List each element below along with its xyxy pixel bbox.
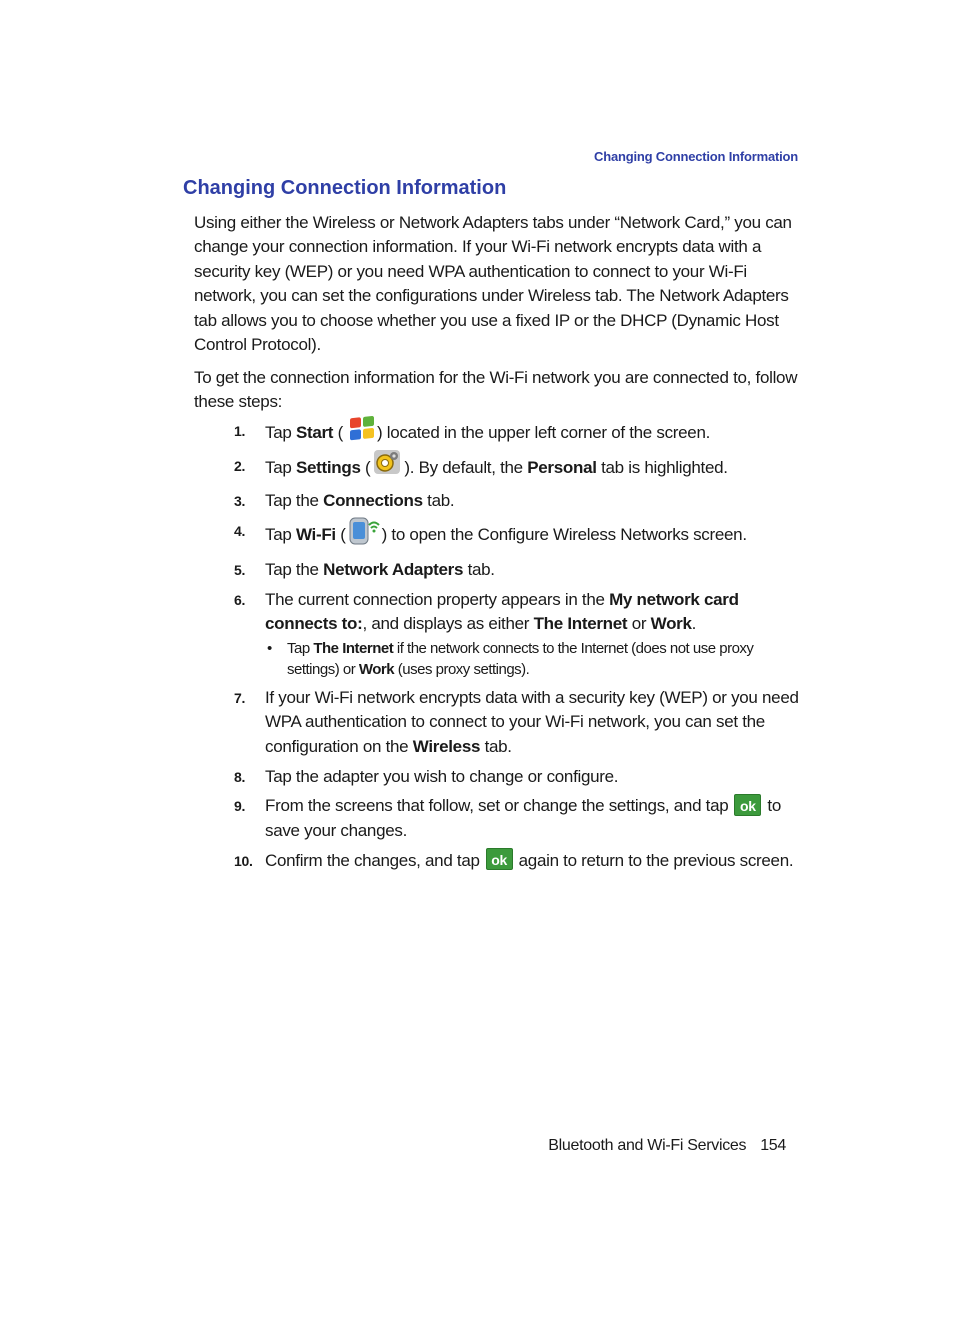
connections-label: Connections <box>323 490 423 510</box>
windows-start-icon <box>344 413 376 448</box>
step-text: Tap the adapter you wish to change or configure. <box>265 766 619 786</box>
intro-paragraph: Using either the Wireless or Network Adapters tabs under “Network Card,” you can change your connection information. If your Wi-Fi network encrypts data with a security key (WEP) or you need WPA authentication to connect to your Wi-Fi network, you can set the configurations under Wireless tab. The Network Adapters tab allows you to choose whether you use a fixed IP or the DHCP (Dynamic Host Control Protocol). <box>194 213 792 355</box>
footer-section-title: Bluetooth and Wi-Fi Services <box>548 1137 747 1154</box>
the-internet-label: The Internet <box>313 640 394 658</box>
step-text: ( <box>360 458 371 478</box>
step-number: 6. <box>234 591 246 608</box>
step-6 <box>234 588 804 681</box>
step-text: again to return to the previous screen. <box>518 850 794 870</box>
step-6-sublist <box>265 638 804 680</box>
step-5 <box>234 558 804 582</box>
settings-label: Settings <box>295 458 361 478</box>
settings-gear-icon <box>371 448 403 483</box>
step-number: 8. <box>234 768 246 785</box>
step-text: tab. <box>463 559 495 579</box>
step-text: ) located in the upper left corner of the screen. <box>376 423 711 443</box>
step-number: 1. <box>234 423 246 439</box>
the-internet-label: The Internet <box>533 613 628 633</box>
step-number: 3. <box>234 492 246 509</box>
step-text: tab is highlighted. <box>596 458 728 478</box>
step-text: If your Wi-Fi network encrypts data with a security key (WEP) or you need WPA authentication to connect to your Wi-Fi network, you can set the configuration on the <box>265 687 799 756</box>
wifi-label: Wi-Fi <box>295 524 336 544</box>
step-text: ). By default, the <box>404 458 528 478</box>
step-text: ( <box>335 524 346 544</box>
step-9 <box>234 794 804 843</box>
step-text: Tap <box>265 423 296 443</box>
step-10 <box>234 849 804 873</box>
step-text: Confirm the changes, and tap <box>265 850 480 870</box>
my-network-card-label: My network card connects to: <box>265 589 739 633</box>
step-number: 7. <box>234 689 246 706</box>
step-text: tab. <box>422 490 455 510</box>
step-text: ( <box>333 423 343 443</box>
step-4 <box>234 519 804 552</box>
network-adapters-label: Network Adapters <box>323 559 464 579</box>
step-text: Tap the <box>265 490 324 510</box>
steps-intro-paragraph: To get the connection information for the Wi-Fi network you are connected to, follow these steps: <box>194 368 798 412</box>
step-number: 4. <box>234 522 246 539</box>
step-text: tab. <box>480 736 512 756</box>
page-number: 154 <box>760 1137 786 1154</box>
wifi-device-icon <box>347 513 381 552</box>
page-footer <box>548 1137 786 1155</box>
step-number: 10. <box>234 852 253 869</box>
step-number: 5. <box>234 561 246 578</box>
step-1 <box>234 419 804 448</box>
ok-button: ok <box>486 848 513 870</box>
wireless-label: Wireless <box>412 736 481 756</box>
step-text: The current connection property appears in the <box>265 589 610 609</box>
bullet-text: if the network connects to the Internet (does not use proxy settings) or <box>287 640 754 679</box>
sub-bullet-item <box>265 638 804 680</box>
start-label: Start <box>295 423 334 443</box>
step-number: 2. <box>234 457 246 474</box>
step-3 <box>234 489 804 513</box>
work-label: Work <box>358 661 395 679</box>
work-label: Work <box>650 613 692 633</box>
bullet-mark: • <box>267 640 272 658</box>
personal-label: Personal <box>527 458 597 478</box>
step-text: or <box>627 613 651 633</box>
step-text: ) to open the Configure Wireless Networks screen. <box>381 524 747 544</box>
step-text: to save your changes. <box>265 796 781 840</box>
section-title: Changing Connection Information <box>183 177 507 199</box>
step-7 <box>234 686 804 759</box>
ok-button: ok <box>734 794 761 816</box>
step-text: Tap <box>265 524 296 544</box>
running-header: Changing Connection Information <box>594 149 798 164</box>
steps-list <box>234 419 804 879</box>
step-text: Tap the <box>265 559 324 579</box>
bullet-text: Tap <box>287 640 314 658</box>
step-number: 9. <box>234 798 246 815</box>
step-text: From the screens that follow, set or change the settings, and tap <box>265 796 729 816</box>
step-8 <box>234 765 804 789</box>
step-2 <box>234 454 804 483</box>
step-text: Tap <box>265 458 296 478</box>
step-text: . <box>691 613 697 633</box>
bullet-text: (uses proxy settings). <box>394 661 530 679</box>
step-text: , and displays as either <box>362 613 534 633</box>
